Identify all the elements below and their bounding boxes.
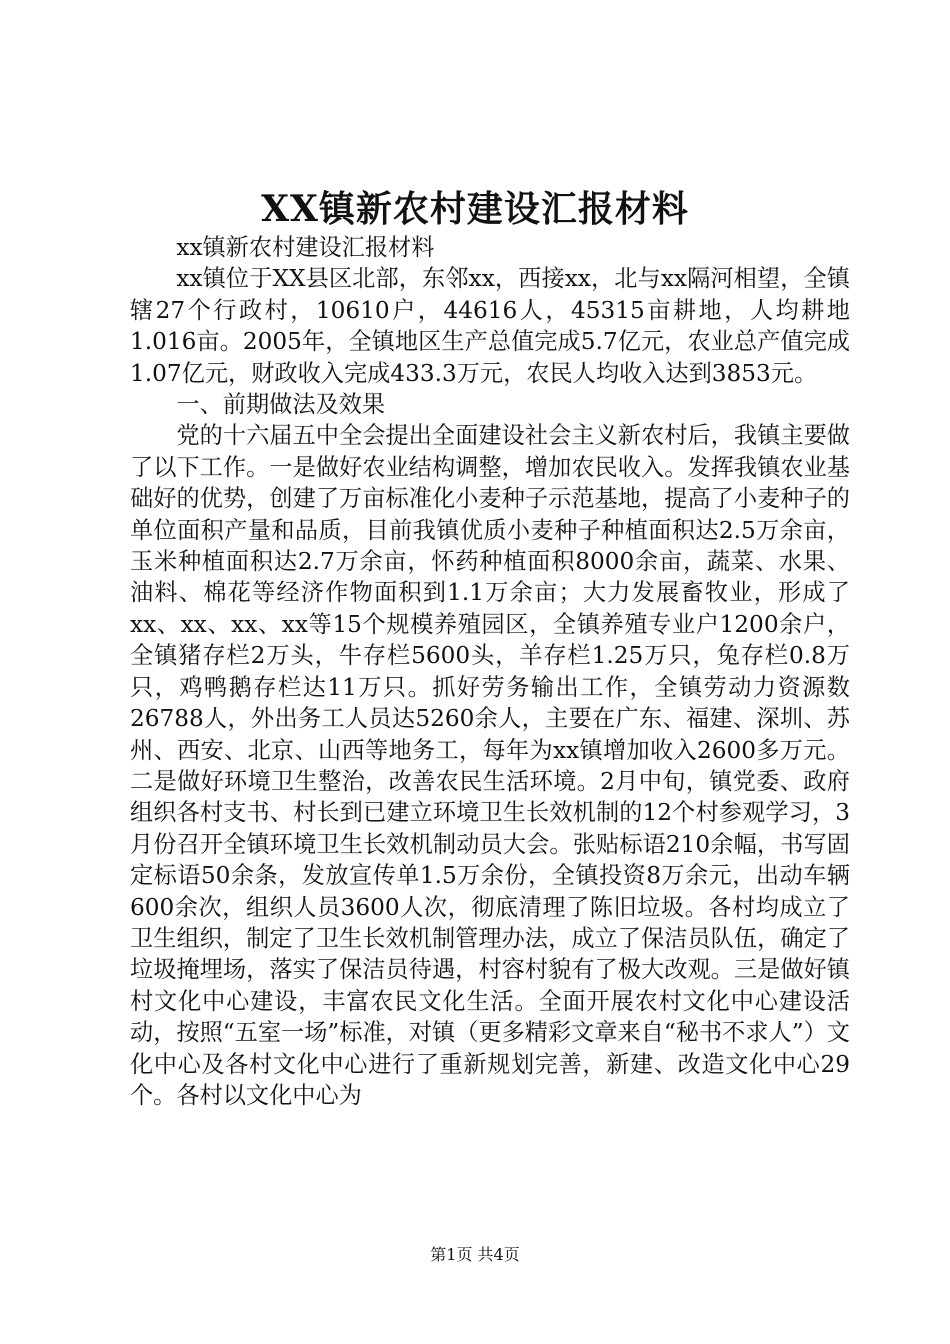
paragraph-work-details: 党的十六届五中全会提出全面建设社会主义新农村后，我镇主要做了以下工作。一是做好农业结构调整，增加农民收入。发挥我镇农业基础好的优势，创建了万亩标准化小麦种子示范基地，提高了小麦种子的单位面积产量和品质，目前我镇优质小麦种子种植面积达2.5万余亩，玉米种植面积达2.7万余亩，怀药种植面积8000余亩，蔬菜、水果、油料、棉花等经济作物面积到1.1万余亩；大力发展畜牧业，形成了xx、xx、xx、xx等15个规模养殖园区，全镇养殖专业户1200余户，全镇猪存栏2万头，牛存栏5600头，羊存栏1.25万只，兔存栏0.8万只，鸡鸭鹅存栏达11万只。抓好劳务输出工作，全镇劳动力资源数26788人，外出务工人员达5260余人，主要在广东、福建、深圳、苏州、西安、北京、山西等地务工，每年为xx镇增加收入2600多万元。二是做好环境卫生整治，改善农民生活环境。2月中旬，镇党委、政府组织各村支书、村长到已建立环境卫生长效机制的12个村参观学习，3月份召开全镇环境卫生长效机制动员大会。张贴标语210余幅，书写固定标语50余条，发放宣传单1.5万余份，全镇投资8万余元，出动车辆600余次，组织人员3600人次，彻底清理了陈旧垃圾。各村均成立了卫生组织，制定了卫生长效机制管理办法，成立了保洁员队伍，确定了垃圾掩埋场，落实了保洁员待遇，村容村貌有了极大改观。三是做好镇村文化中心建设，丰富农民文化生活。全面开展农村文化中心建设活动，按照“五室一场”标准，对镇（更多精彩文章来自“秘书不求人”）文化中心及各村文化中心进行了重新规划完善，新建、改造文化中心29个。各村以文化中心为 — [130, 422, 850, 1109]
document-title: XX镇新农村建设汇报材料 — [261, 188, 689, 230]
paragraph-heading-repeat: xx镇新农村建设汇报材料 — [176, 234, 435, 261]
document-body — [130, 232, 850, 1111]
section-heading: 一、前期做法及效果 — [176, 391, 386, 419]
paragraph-overview: xx镇位于XX县区北部，东邻xx，西接xx，北与xx隔河相望，全镇辖27个行政村，10610户，44616人，45315亩耕地，人均耕地1.016亩。2005年，全镇地区生产总值完成5.7亿元，农业总产值完成1.07亿元，财政收入完成433.3万元，农民人均收入达到3853元。 — [130, 265, 850, 387]
page-footer: 第1页 共4页 — [430, 1245, 520, 1264]
